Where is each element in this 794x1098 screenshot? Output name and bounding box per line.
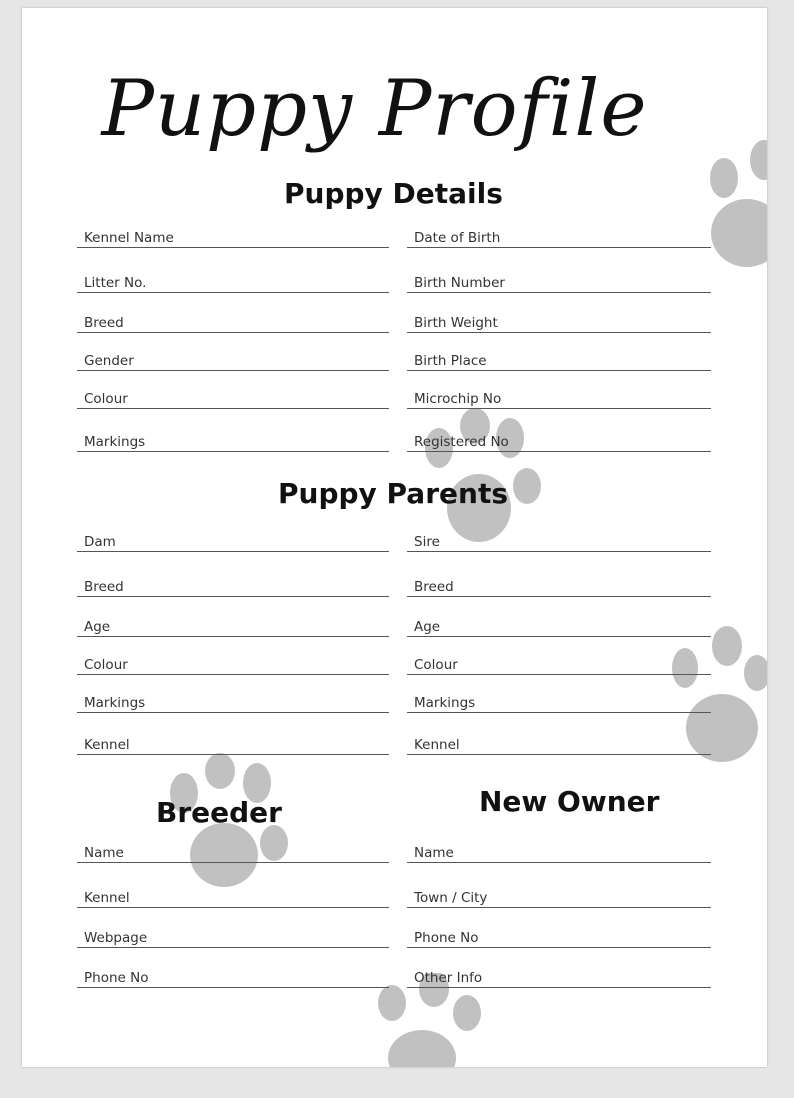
field-sire-markings[interactable]: Markings bbox=[407, 698, 711, 713]
field-colour[interactable]: Colour bbox=[77, 394, 389, 409]
field-kennel-name[interactable]: Kennel Name bbox=[77, 233, 389, 248]
paw-print-icon bbox=[702, 138, 767, 278]
field-sire-colour[interactable]: Colour bbox=[407, 660, 711, 675]
field-birth-number[interactable]: Birth Number bbox=[407, 278, 711, 293]
field-sire-breed[interactable]: Breed bbox=[407, 582, 711, 597]
field-breeder-kennel[interactable]: Kennel bbox=[77, 893, 389, 908]
field-dam-age[interactable]: Age bbox=[77, 622, 389, 637]
field-date-of-birth[interactable]: Date of Birth bbox=[407, 233, 711, 248]
field-dam-breed[interactable]: Breed bbox=[77, 582, 389, 597]
field-dam-kennel[interactable]: Kennel bbox=[77, 740, 389, 755]
section-heading-puppy-parents: Puppy Parents bbox=[278, 477, 508, 510]
field-owner-town-city[interactable]: Town / City bbox=[407, 893, 711, 908]
puppy-profile-page bbox=[22, 8, 767, 1067]
field-birth-place[interactable]: Birth Place bbox=[407, 356, 711, 371]
field-dam-colour[interactable]: Colour bbox=[77, 660, 389, 675]
section-heading-new-owner: New Owner bbox=[479, 785, 660, 818]
field-markings[interactable]: Markings bbox=[77, 437, 389, 452]
section-heading-breeder: Breeder bbox=[156, 796, 282, 829]
field-owner-name[interactable]: Name bbox=[407, 848, 711, 863]
field-gender[interactable]: Gender bbox=[77, 356, 389, 371]
field-dam[interactable]: Dam bbox=[77, 537, 389, 552]
field-sire[interactable]: Sire bbox=[407, 537, 711, 552]
page-title: Puppy Profile bbox=[101, 64, 648, 154]
field-sire-kennel[interactable]: Kennel bbox=[407, 740, 711, 755]
field-registered-no[interactable]: Registered No bbox=[407, 437, 711, 452]
field-breed[interactable]: Breed bbox=[77, 318, 389, 333]
field-breeder-webpage[interactable]: Webpage bbox=[77, 933, 389, 948]
field-breeder-phone-no[interactable]: Phone No bbox=[77, 973, 389, 988]
field-microchip-no[interactable]: Microchip No bbox=[407, 394, 711, 409]
field-breeder-name[interactable]: Name bbox=[77, 848, 389, 863]
field-owner-other-info[interactable]: Other Info bbox=[407, 973, 711, 988]
field-litter-no[interactable]: Litter No. bbox=[77, 278, 389, 293]
field-birth-weight[interactable]: Birth Weight bbox=[407, 318, 711, 333]
section-heading-puppy-details: Puppy Details bbox=[284, 177, 503, 210]
field-owner-phone-no[interactable]: Phone No bbox=[407, 933, 711, 948]
field-sire-age[interactable]: Age bbox=[407, 622, 711, 637]
field-dam-markings[interactable]: Markings bbox=[77, 698, 389, 713]
